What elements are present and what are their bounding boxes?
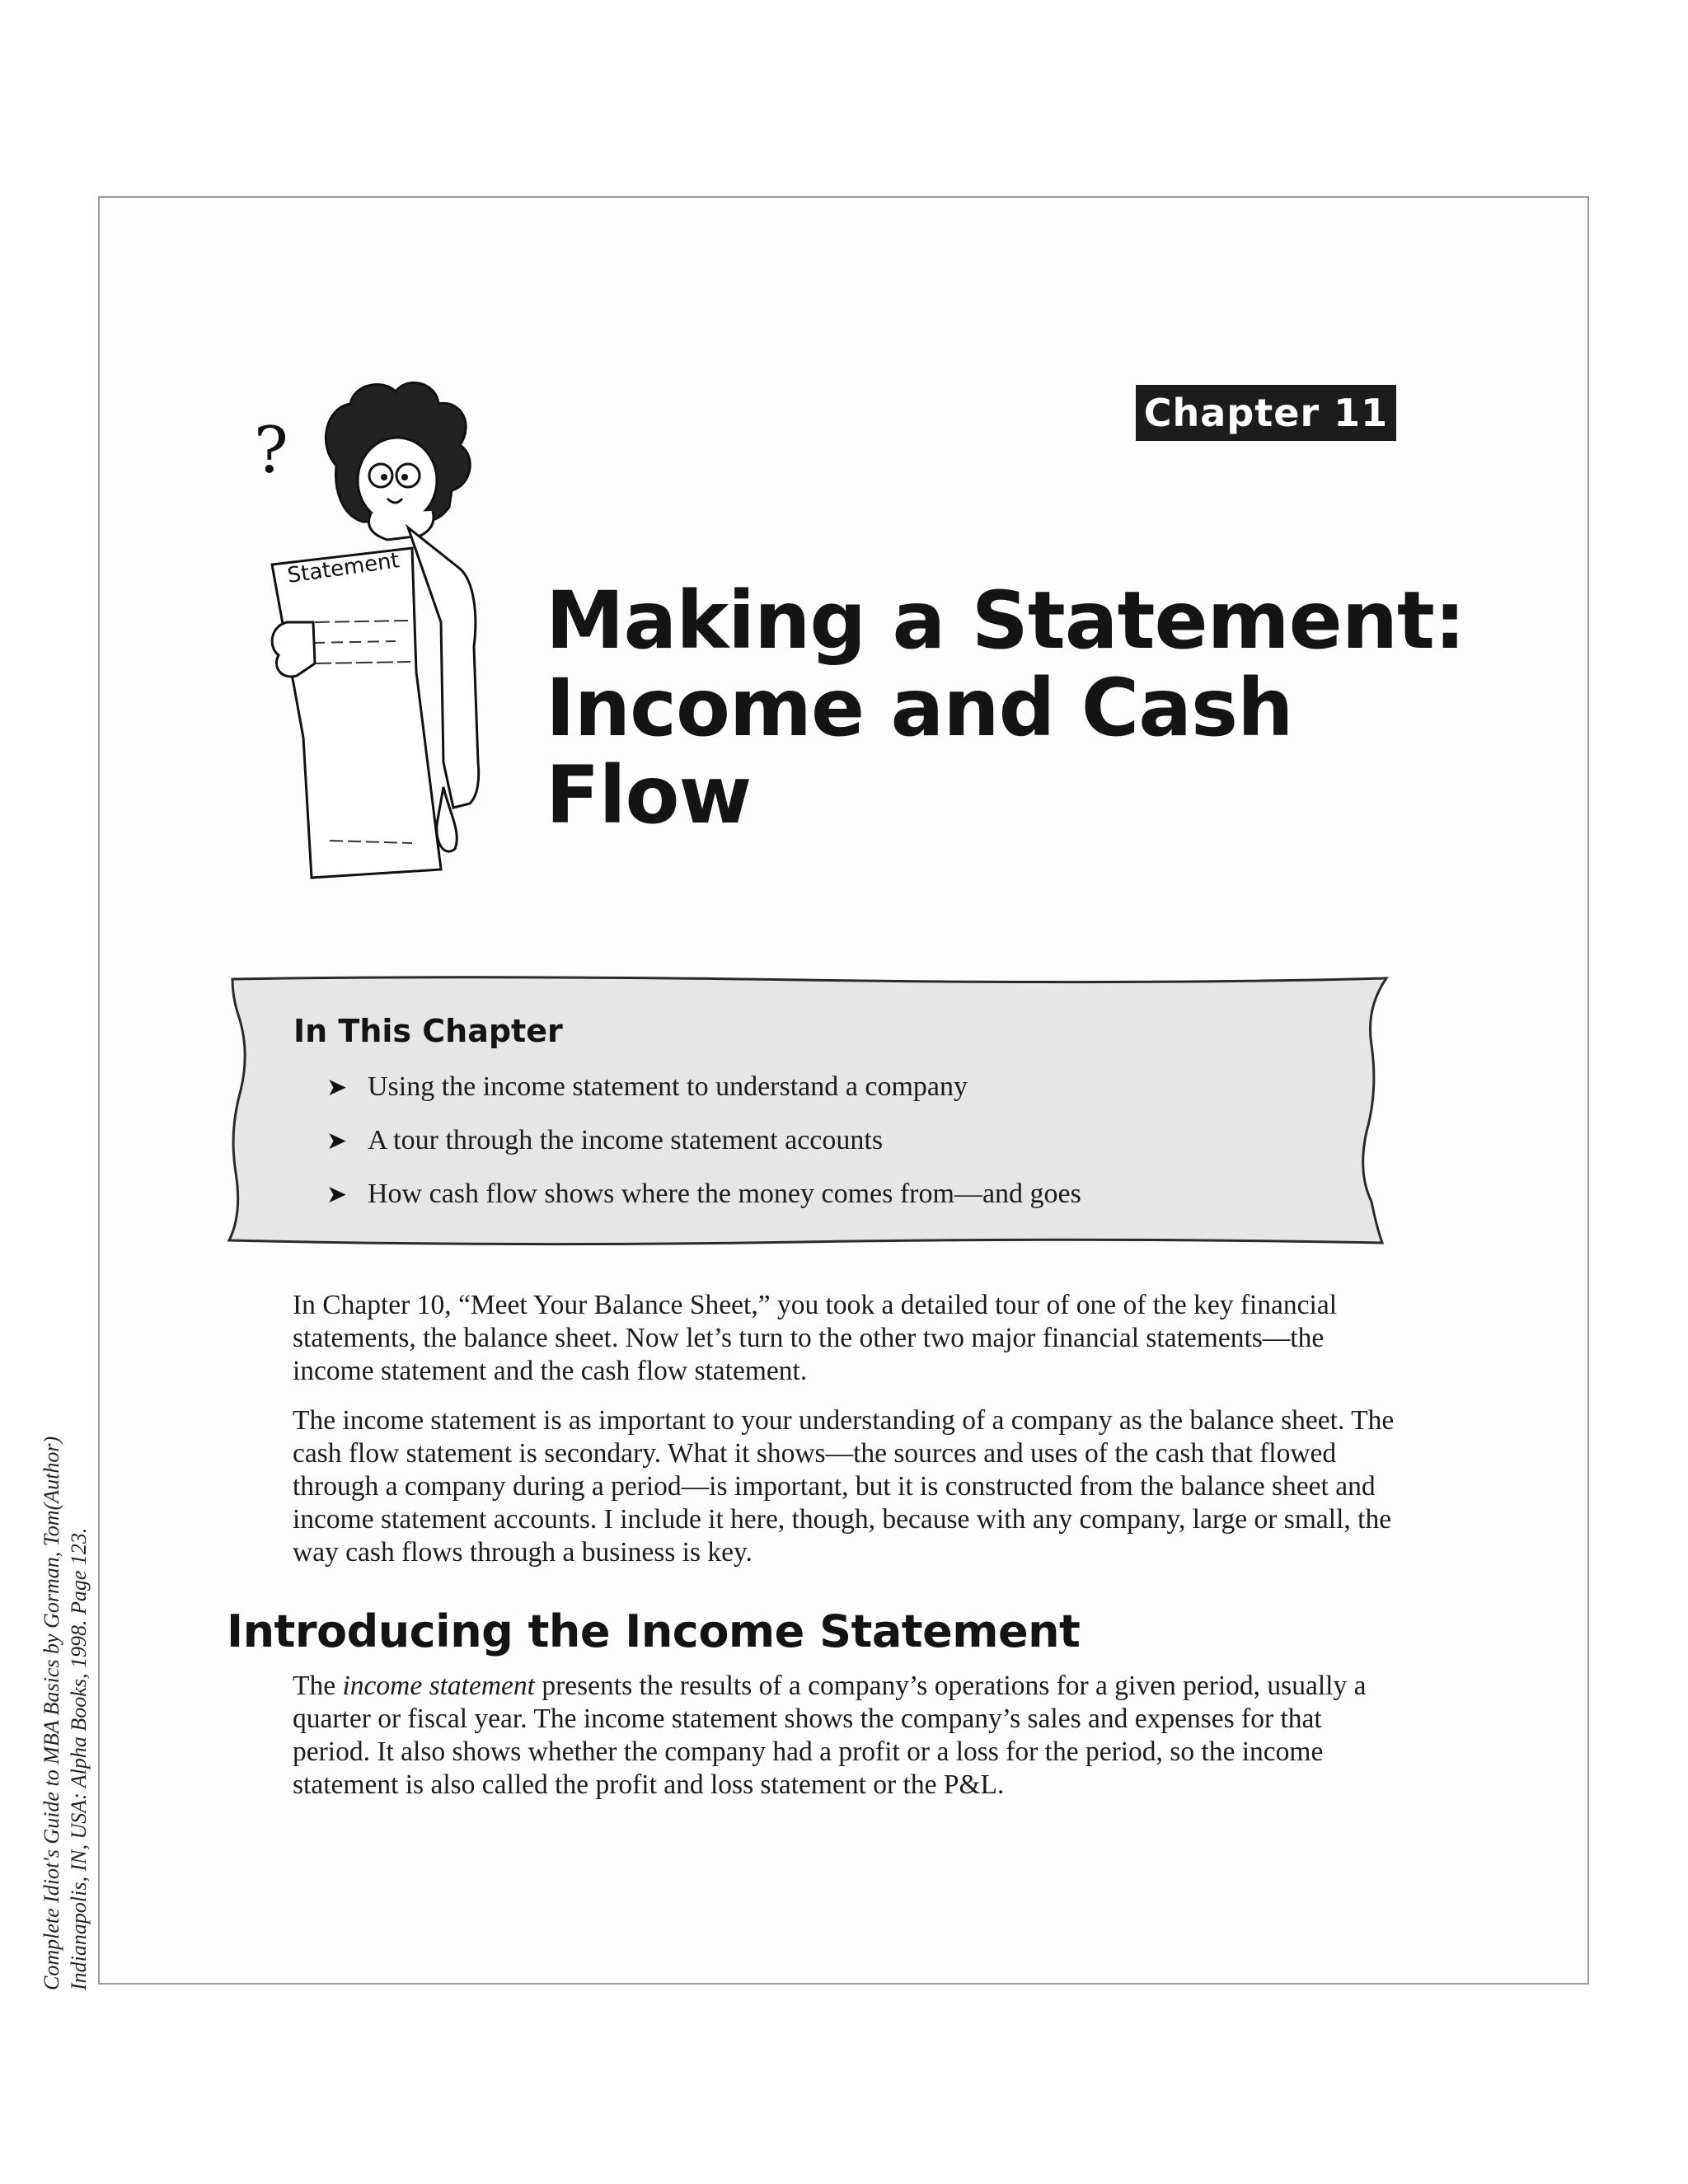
side-citation: [38, 1397, 96, 1990]
eye-right-icon: [396, 464, 420, 487]
paper-label: Statement: [285, 548, 401, 588]
arrow-bullet-icon: ➤: [326, 1073, 348, 1102]
fingers-icon: [272, 622, 315, 677]
chapter-bullet-list: [326, 1061, 1081, 1221]
section-paragraph-start: The: [293, 1671, 343, 1701]
section-heading: Introducing the Income Statement: [227, 1605, 1081, 1657]
chapter-title-line-1: Making a Statement:: [546, 574, 1465, 667]
list-item: [326, 1168, 1081, 1221]
citation-line-1: Complete Idiot's Guide to MBA Basics by Gorman, Tom(Author): [40, 1436, 63, 1990]
intro-paragraph-2: The income statement is as important to your understanding of a company as the balance sheet. The cash flow statement is secondary. What it shows—the sources and uses of the cash that flowed through a company during a period—is important, but it is constructed from the balance sheet and income statement accounts. I include it here, though, because with any company, large or small, the way cash flows through a business is key.: [293, 1405, 1395, 1568]
income-statement-term: income statement: [342, 1671, 535, 1701]
list-item: [326, 1114, 1081, 1168]
arrow-bullet-icon: ➤: [326, 1127, 348, 1155]
chapter-title: [546, 574, 1518, 841]
chapter-title-line-2: Income and Cash Flow: [546, 662, 1293, 841]
arrow-bullet-icon: ➤: [326, 1180, 348, 1209]
intro-text: [293, 1289, 1401, 1586]
cartoon-illustration: [239, 375, 536, 886]
section-paragraph: [293, 1670, 1401, 1802]
question-mark-icon: ?: [254, 414, 288, 488]
bullet-text: Using the income statement to understand a company: [368, 1071, 968, 1102]
in-this-chapter-box: [224, 975, 1395, 1247]
bullet-text: A tour through the income statement accounts: [368, 1125, 884, 1155]
in-this-chapter-heading: In This Chapter: [293, 1013, 563, 1049]
eye-left-icon: [369, 464, 392, 487]
section-text: [293, 1670, 1401, 1818]
list-item: [326, 1061, 1081, 1114]
section-paragraph-rest: presents the results of a company’s operations for a given period, usually a quarter or fiscal year. The income statement shows the company’s sales and expenses for that period. It also shows whether the company had a profit or a loss for the period, so the income statement is also called the profit and loss statement or the P&L.: [293, 1671, 1367, 1800]
chapter-label: Chapter 11: [1136, 385, 1396, 441]
intro-paragraph-1: In Chapter 10, “Meet Your Balance Sheet,” you took a detailed tour of one of the key financial statements, the balance sheet. Now let’s turn to the other two major financial statements—the income statement and the cash flow statement.: [293, 1290, 1338, 1386]
bullet-text: How cash flow shows where the money comes from—and goes: [368, 1179, 1081, 1209]
statement-paper-icon: [272, 548, 441, 878]
citation-line-2: Indianapolis, IN, USA: Alpha Books, 1998. Page 123.: [67, 1527, 91, 1990]
